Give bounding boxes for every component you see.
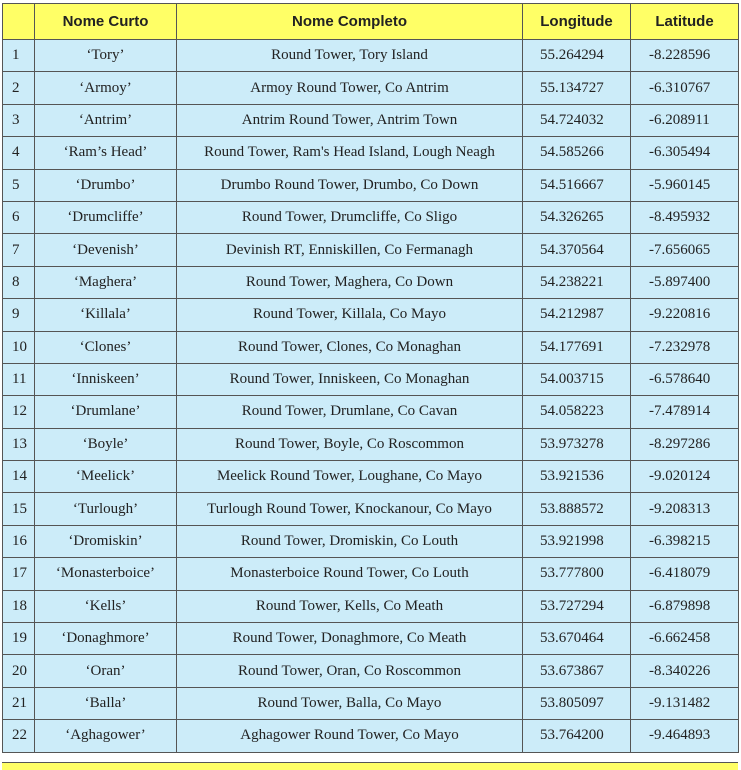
short-name-cell: ‘Oran’ <box>35 655 177 687</box>
latitude-cell: -5.897400 <box>631 266 739 298</box>
row-index-cell: 20 <box>3 655 35 687</box>
header-index <box>3 4 35 40</box>
full-name-cell: Antrim Round Tower, Antrim Town <box>177 104 523 136</box>
latitude-cell: -7.478914 <box>631 396 739 428</box>
longitude-cell: 54.212987 <box>523 299 631 331</box>
short-name-cell: ‘Drumlane’ <box>35 396 177 428</box>
header-short-name: Nome Curto <box>35 4 177 40</box>
short-name-cell: ‘Ram’s Head’ <box>35 137 177 169</box>
latitude-cell: -9.208313 <box>631 493 739 525</box>
row-index-cell: 6 <box>3 201 35 233</box>
table-row <box>3 623 739 655</box>
row-index-cell: 10 <box>3 331 35 363</box>
round-towers-table <box>2 3 739 753</box>
longitude-cell: 53.921998 <box>523 525 631 557</box>
longitude-cell: 53.727294 <box>523 590 631 622</box>
short-name-cell: ‘Devenish’ <box>35 234 177 266</box>
table-header <box>3 4 739 40</box>
table-row <box>3 234 739 266</box>
longitude-cell: 53.921536 <box>523 461 631 493</box>
longitude-cell: 55.264294 <box>523 40 631 72</box>
row-index-cell: 12 <box>3 396 35 428</box>
full-name-cell: Devinish RT, Enniskillen, Co Fermanagh <box>177 234 523 266</box>
short-name-cell: ‘Drumbo’ <box>35 169 177 201</box>
longitude-cell: 53.670464 <box>523 623 631 655</box>
full-name-cell: Round Tower, Tory Island <box>177 40 523 72</box>
full-name-cell: Round Tower, Dromiskin, Co Louth <box>177 525 523 557</box>
short-name-cell: ‘Tory’ <box>35 40 177 72</box>
row-index-cell: 18 <box>3 590 35 622</box>
full-name-cell: Turlough Round Tower, Knockanour, Co Mayo <box>177 493 523 525</box>
longitude-cell: 54.724032 <box>523 104 631 136</box>
longitude-cell: 54.177691 <box>523 331 631 363</box>
longitude-cell: 54.326265 <box>523 201 631 233</box>
short-name-cell: ‘Donaghmore’ <box>35 623 177 655</box>
table-row <box>3 299 739 331</box>
longitude-cell: 53.888572 <box>523 493 631 525</box>
longitude-cell: 54.058223 <box>523 396 631 428</box>
table-row <box>3 40 739 72</box>
latitude-cell: -5.960145 <box>631 169 739 201</box>
full-name-cell: Round Tower, Ram's Head Island, Lough Neagh <box>177 137 523 169</box>
table-body <box>3 40 739 753</box>
latitude-cell: -9.020124 <box>631 461 739 493</box>
longitude-cell: 53.805097 <box>523 687 631 719</box>
latitude-cell: -7.232978 <box>631 331 739 363</box>
table-row <box>3 525 739 557</box>
full-name-cell: Armoy Round Tower, Co Antrim <box>177 72 523 104</box>
header-latitude: Latitude <box>631 4 739 40</box>
table-row <box>3 590 739 622</box>
full-name-cell: Round Tower, Balla, Co Mayo <box>177 687 523 719</box>
round-towers-table-container <box>2 3 739 753</box>
short-name-cell: ‘Antrim’ <box>35 104 177 136</box>
full-name-cell: Round Tower, Maghera, Co Down <box>177 266 523 298</box>
latitude-cell: -6.398215 <box>631 525 739 557</box>
full-name-cell: Aghagower Round Tower, Co Mayo <box>177 720 523 752</box>
latitude-cell: -8.340226 <box>631 655 739 687</box>
table-row <box>3 687 739 719</box>
full-name-cell: Round Tower, Boyle, Co Roscommon <box>177 428 523 460</box>
row-index-cell: 7 <box>3 234 35 266</box>
latitude-cell: -8.228596 <box>631 40 739 72</box>
row-index-cell: 11 <box>3 363 35 395</box>
longitude-cell: 55.134727 <box>523 72 631 104</box>
full-name-cell: Round Tower, Drumcliffe, Co Sligo <box>177 201 523 233</box>
latitude-cell: -6.662458 <box>631 623 739 655</box>
table-row <box>3 201 739 233</box>
row-index-cell: 14 <box>3 461 35 493</box>
latitude-cell: -6.208911 <box>631 104 739 136</box>
longitude-cell: 53.764200 <box>523 720 631 752</box>
short-name-cell: ‘Clones’ <box>35 331 177 363</box>
full-name-cell: Round Tower, Inniskeen, Co Monaghan <box>177 363 523 395</box>
latitude-cell: -8.495932 <box>631 201 739 233</box>
table-row <box>3 169 739 201</box>
longitude-cell: 54.238221 <box>523 266 631 298</box>
table-row <box>3 461 739 493</box>
row-index-cell: 1 <box>3 40 35 72</box>
longitude-cell: 54.516667 <box>523 169 631 201</box>
latitude-cell: -7.656065 <box>631 234 739 266</box>
table-row <box>3 72 739 104</box>
header-full-name: Nome Completo <box>177 4 523 40</box>
short-name-cell: ‘Balla’ <box>35 687 177 719</box>
row-index-cell: 5 <box>3 169 35 201</box>
latitude-cell: -6.305494 <box>631 137 739 169</box>
full-name-cell: Round Tower, Kells, Co Meath <box>177 590 523 622</box>
longitude-cell: 53.777800 <box>523 558 631 590</box>
row-index-cell: 15 <box>3 493 35 525</box>
full-name-cell: Monasterboice Round Tower, Co Louth <box>177 558 523 590</box>
table-row <box>3 104 739 136</box>
row-index-cell: 9 <box>3 299 35 331</box>
full-name-cell: Round Tower, Clones, Co Monaghan <box>177 331 523 363</box>
short-name-cell: ‘Armoy’ <box>35 72 177 104</box>
full-name-cell: Meelick Round Tower, Loughane, Co Mayo <box>177 461 523 493</box>
full-name-cell: Round Tower, Drumlane, Co Cavan <box>177 396 523 428</box>
header-row <box>3 4 739 40</box>
short-name-cell: ‘Maghera’ <box>35 266 177 298</box>
table-row <box>3 720 739 752</box>
latitude-cell: -9.220816 <box>631 299 739 331</box>
longitude-cell: 53.973278 <box>523 428 631 460</box>
full-name-cell: Round Tower, Killala, Co Mayo <box>177 299 523 331</box>
latitude-cell: -6.879898 <box>631 590 739 622</box>
row-index-cell: 16 <box>3 525 35 557</box>
latitude-cell: -9.464893 <box>631 720 739 752</box>
table-row <box>3 363 739 395</box>
short-name-cell: ‘Kells’ <box>35 590 177 622</box>
row-index-cell: 17 <box>3 558 35 590</box>
row-index-cell: 3 <box>3 104 35 136</box>
longitude-cell: 54.585266 <box>523 137 631 169</box>
header-longitude: Longitude <box>523 4 631 40</box>
full-name-cell: Round Tower, Oran, Co Roscommon <box>177 655 523 687</box>
short-name-cell: ‘Meelick’ <box>35 461 177 493</box>
table-row <box>3 558 739 590</box>
short-name-cell: ‘Inniskeen’ <box>35 363 177 395</box>
row-index-cell: 2 <box>3 72 35 104</box>
longitude-cell: 54.003715 <box>523 363 631 395</box>
table-row <box>3 266 739 298</box>
longitude-cell: 53.673867 <box>523 655 631 687</box>
short-name-cell: ‘Killala’ <box>35 299 177 331</box>
short-name-cell: ‘Aghagower’ <box>35 720 177 752</box>
row-index-cell: 19 <box>3 623 35 655</box>
longitude-cell: 54.370564 <box>523 234 631 266</box>
table-row <box>3 428 739 460</box>
short-name-cell: ‘Dromiskin’ <box>35 525 177 557</box>
short-name-cell: ‘Boyle’ <box>35 428 177 460</box>
row-index-cell: 4 <box>3 137 35 169</box>
latitude-cell: -6.310767 <box>631 72 739 104</box>
row-index-cell: 13 <box>3 428 35 460</box>
latitude-cell: -6.418079 <box>631 558 739 590</box>
table-row <box>3 331 739 363</box>
latitude-cell: -8.297286 <box>631 428 739 460</box>
short-name-cell: ‘Drumcliffe’ <box>35 201 177 233</box>
table-row <box>3 493 739 525</box>
full-name-cell: Drumbo Round Tower, Drumbo, Co Down <box>177 169 523 201</box>
table-row <box>3 137 739 169</box>
row-index-cell: 22 <box>3 720 35 752</box>
latitude-cell: -9.131482 <box>631 687 739 719</box>
table-row <box>3 396 739 428</box>
row-index-cell: 21 <box>3 687 35 719</box>
full-name-cell: Round Tower, Donaghmore, Co Meath <box>177 623 523 655</box>
short-name-cell: ‘Turlough’ <box>35 493 177 525</box>
latitude-cell: -6.578640 <box>631 363 739 395</box>
short-name-cell: ‘Monasterboice’ <box>35 558 177 590</box>
row-index-cell: 8 <box>3 266 35 298</box>
table-row <box>3 655 739 687</box>
